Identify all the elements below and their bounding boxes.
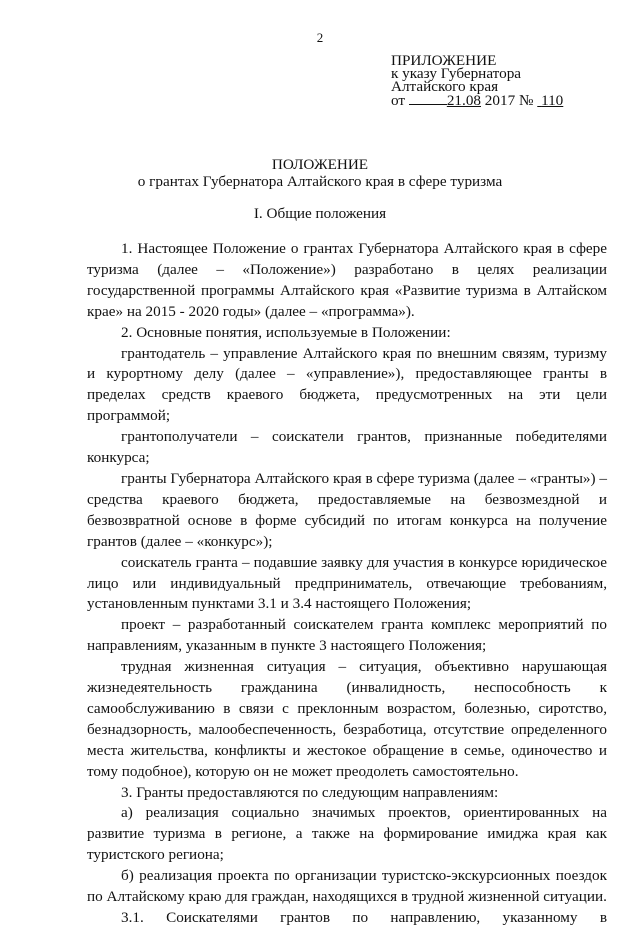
decree-number-value: 110	[541, 92, 564, 109]
date-prefix: от	[391, 92, 406, 109]
title-heading: ПОЛОЖЕНИЕ	[271, 156, 369, 173]
appendix-label: ПРИЛОЖЕНИЕ	[391, 52, 497, 69]
date-blank	[409, 93, 447, 105]
appendix-decree-ref: к указу Губернатора	[391, 65, 522, 82]
decree-date: 21.08	[446, 92, 481, 109]
title-subheading: о грантах Губернатора Алтайского края в сфере туризма	[137, 173, 503, 190]
paragraph: 2. Основные понятия, используемые в Положении:	[121, 323, 451, 341]
paragraph: а) реализация социально значимых проектов, ориентированных на развитие туризма в регионе, а также на формирование имиджа края как туристского региона;	[87, 804, 607, 864]
page-number: 2	[316, 30, 324, 45]
paragraph: гранты Губернатора Алтайского края в сфере туризма (далее – «гранты») – средства краевого бюджета, предоставляемые на безвозмездной и безвозвратной основе в форме субсидий по итогам конкурса на получение грантов (далее – «конкурс»);	[87, 469, 607, 550]
appendix-region: Алтайского края	[391, 78, 499, 95]
paragraph: грантополучатели – соискатели грантов, признанные победителями конкурса;	[87, 428, 607, 467]
document-body	[87, 239, 607, 929]
appendix-header	[391, 54, 563, 107]
paragraph: трудная жизненная ситуация – ситуация, объективно нарушающая жизнедеятельность гражданина (инвалидность, неспособность к самообслуживанию в связи с преклонным возрастом, болезнью, сиротство, безнадзорность, малообеспеченность, безработица, отсутствие определенного места жительства, конфликты и жестокое обращение в семье, одиночество и тому подобное), которую он не может преодолеть самостоятельно.	[87, 658, 607, 780]
paragraph: грантодатель – управление Алтайского края по внешним связям, туризму и курортному делу (далее – «управление»), предоставляющее гранты в пределах средств краевого бюджета, предусмотренных на эти цели программой;	[87, 344, 607, 425]
paragraph: соискатель гранта – подавшие заявку для участия в конкурсе юридическое лицо или индивидуальный предприниматель, отвечающие требованиям, установленным пунктами 3.1 и 3.4 настоящего Положения;	[87, 553, 607, 613]
paragraph: проект – разработанный соискателем гранта комплекс мероприятий по направлениям, указанным в пункте 3 настоящего Положения;	[87, 616, 607, 655]
document-title	[0, 156, 640, 190]
decree-year: 2017 №	[484, 92, 534, 109]
paragraph: 3.1. Соискателями грантов по направлению, указанному в	[121, 909, 607, 926]
section-heading: I. Общие положения	[253, 205, 387, 222]
appendix-date-line	[391, 93, 563, 107]
paragraph: 1. Настоящее Положение о грантах Губернатора Алтайского края в сфере туризма (далее – «Положение») разработано в целях реализации государственной программы Алтайского края «Развитие туризма в Алтайском крае» на 2015 - 2020 годы» (далее – «программа»).	[87, 240, 607, 320]
decree-number	[537, 92, 563, 109]
paragraph: б) реализация проекта по организации туристско-экскурсионных поездок по Алтайскому краю для граждан, находящихся в трудной жизненной ситуации.	[87, 867, 607, 906]
paragraph: 3. Гранты предоставляются по следующим направлениям:	[121, 783, 499, 801]
